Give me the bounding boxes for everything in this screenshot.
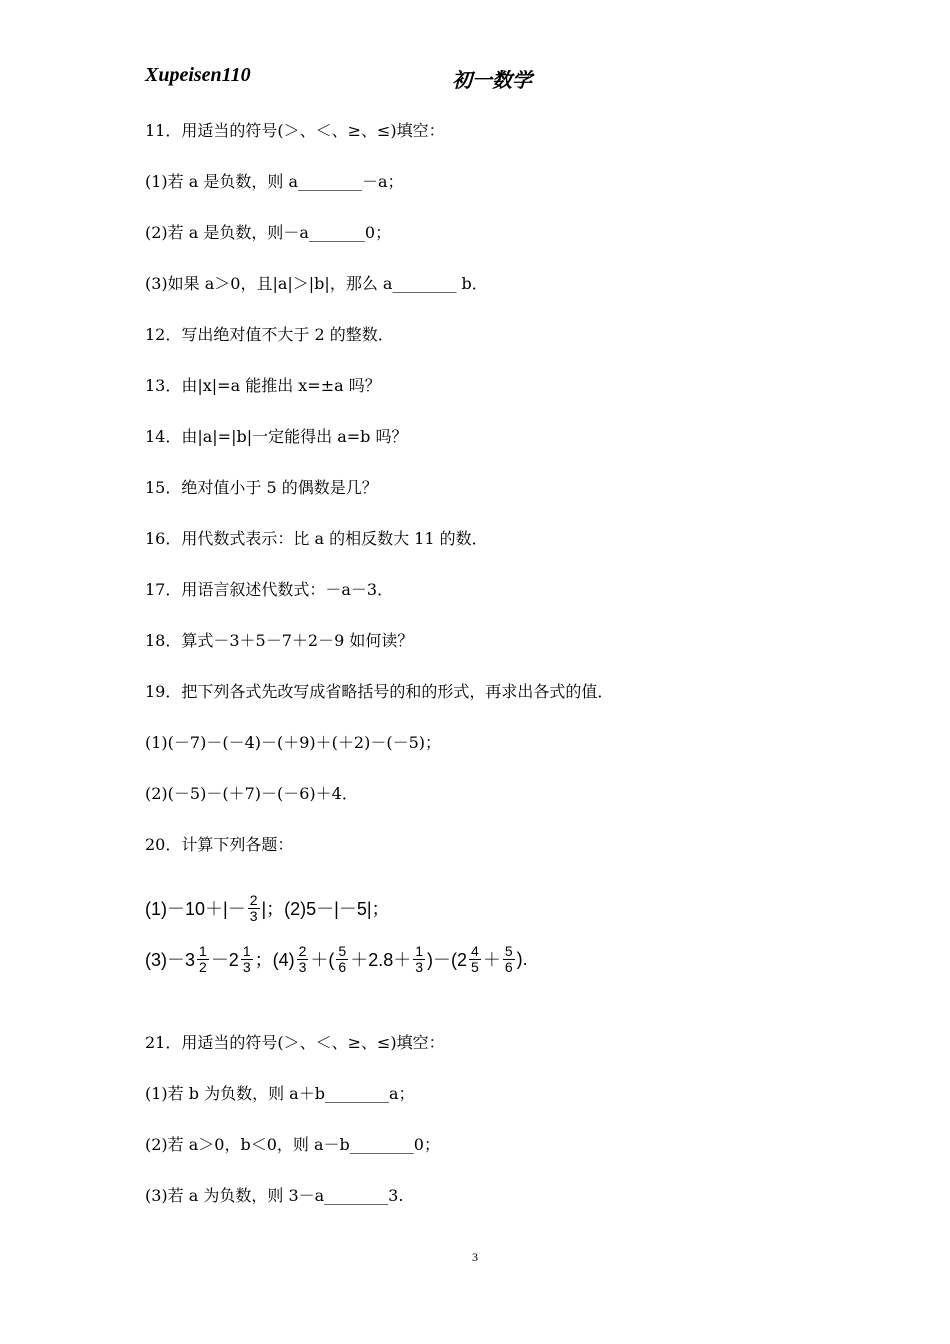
question-21-part-1: (1)若 b 为负数，则 a＋b________a； (145, 1084, 415, 1103)
question-11-part-1: (1)若 a 是负数，则 a________－a； (145, 172, 404, 191)
question-21-part-2: (2)若 a＞0，b＜0，则 a－b________0； (145, 1135, 440, 1154)
question-20: 20．计算下列各题： (145, 835, 294, 854)
question-21: 21．用适当的符号(＞、＜、≥、≤)填空： (145, 1033, 445, 1052)
fraction (336, 944, 348, 974)
fraction (297, 944, 309, 974)
question-19: 19．把下列各式先改写成省略括号的和的形式，再求出各式的值． (145, 682, 614, 701)
fraction-denominator: 6 (338, 958, 347, 975)
header-subject: 初一数学 (452, 68, 532, 92)
fraction-numerator: 2 (298, 943, 307, 959)
question-19-part-2: (2)(－5)－(＋7)－(－6)＋4． (145, 784, 358, 803)
fraction (241, 944, 253, 974)
fraction-numerator: 1 (415, 943, 424, 959)
fraction-numerator: 5 (504, 943, 513, 959)
question-16: 16．用代数式表示：比 a 的相反数大 11 的数． (145, 529, 488, 548)
header-author: Xupeisen110 (145, 64, 251, 86)
fraction-denominator: 2 (199, 958, 207, 975)
formula-text: )－(2 (427, 950, 468, 971)
fraction (413, 944, 425, 974)
question-11: 11．用适当的符号(＞、＜、≥、≤)填空： (145, 121, 445, 140)
fraction (248, 893, 260, 923)
page-number: 3 (472, 1250, 478, 1264)
fraction-denominator: 3 (298, 958, 307, 975)
fraction (469, 944, 481, 974)
formula-text: ＋( (310, 950, 335, 971)
fraction-numerator: 5 (338, 943, 347, 959)
fraction (197, 944, 209, 974)
fraction-numerator: 2 (249, 892, 258, 908)
formula-text: ). (516, 948, 528, 969)
formula-text: (3)－3 (145, 950, 196, 971)
fraction-numerator: 1 (242, 943, 251, 959)
question-13: 13．由|x|=a 能推出 x=±a 吗？ (145, 376, 381, 395)
fraction-denominator: 3 (242, 958, 251, 975)
fraction-denominator: 3 (249, 907, 258, 924)
question-20-formula-1 (145, 893, 390, 923)
formula-text: －2 (210, 950, 239, 971)
fraction-numerator: 4 (471, 943, 479, 959)
fraction-denominator: 3 (415, 958, 424, 975)
question-11-part-3: (3)如果 a＞0，且|a|＞|b|，那么 a________ b． (145, 274, 488, 293)
question-19-part-1: (1)(－7)－(－4)－(＋9)＋(＋2)－(－5)； (145, 733, 441, 752)
formula-text: ；(4) (254, 950, 295, 971)
fraction (503, 944, 515, 974)
question-21-part-3: (3)若 a 为负数，则 3－a________3. (145, 1186, 404, 1205)
formula-text: ＋ (482, 950, 501, 971)
question-18: 18．算式－3＋5－7＋2－9 如何读？ (145, 631, 414, 650)
question-15: 15．绝对值小于 5 的偶数是几？ (145, 478, 378, 497)
formula-text: ＋2.8＋ (350, 950, 412, 971)
fraction-denominator: 6 (504, 958, 513, 975)
fraction-numerator: 1 (199, 943, 207, 959)
question-20-formula-2 (145, 944, 528, 974)
formula-text: (1)－10＋|－ (145, 899, 246, 920)
question-17: 17．用语言叙述代数式：－a－3． (145, 580, 394, 599)
question-14: 14．由|a|=|b|一定能得出 a=b 吗？ (145, 427, 408, 446)
question-12: 12．写出绝对值不大于 2 的整数． (145, 325, 394, 344)
formula-text: |；(2)5－|－5|； (261, 899, 390, 920)
fraction-denominator: 5 (471, 958, 479, 975)
question-11-part-2: (2)若 a 是负数，则－a_______0； (145, 223, 392, 242)
